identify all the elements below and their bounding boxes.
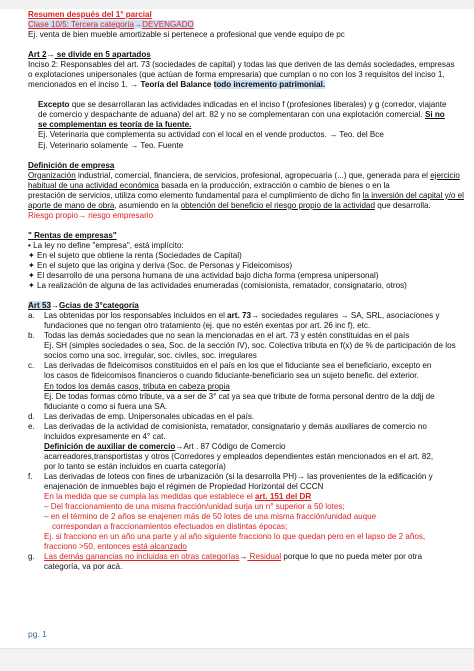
document-body	[28, 10, 464, 572]
arrow-icon: →	[130, 80, 139, 90]
inciso2-line-1: Inciso 2: Responsables del art. 73 (sociedades de capital) y todas las que deriven de las demás sociedades, empresas	[28, 60, 455, 70]
inciso2-line-2: o explotaciones unipersonales (que actúan de forma empresaria) que cumplan o no con los 3 requisitos del inciso 1,	[28, 70, 445, 80]
dash-icon: –	[44, 512, 49, 522]
diamond-icon: ✦	[28, 271, 35, 281]
vet-example-1: Ej. Veterinaria que complementa su actividad con el local en el vende productos. → Teo. del Bce	[38, 130, 384, 140]
class-line: Clase 10/5: Tercera categoría→DEVENGADO	[28, 20, 194, 30]
list-item-d: d. Las derivadas de emp. Unipersonales ubicadas en el país.	[28, 411, 255, 421]
diamond-icon: ✦	[28, 250, 35, 260]
list-item-c: c. Las derivadas de fideicomisos constituidos en el país en los que el fiduciante sea el beneficiario, excepto en los casos de fideicomisos financieros o cuando fiduciante-beneficiario sea un sujeto benefic. del exterior. En todos los demás casos, tributa en cabeza propia Ej. De todas formas cómo tribute, va a ser de 3° cat ya sea que tribute de forma personal dentro de la ddjj de fiduciante o como si fuera una SA.	[28, 361, 435, 411]
def-line-1: Organización industrial, comercial, financiera, de servicios, profesional, agropecuaria (...) que, generada para el ejercicio	[28, 170, 460, 180]
rentas-line-3: ✦ En el sujeto que las origina y deriva (Soc. de Personas y Fideicomisos)	[28, 260, 293, 270]
riesgo-line: Riesgo propio→ riesgo empresario	[28, 210, 154, 220]
dash-icon: –	[44, 502, 49, 512]
rentas-line-5: ✦ La realización de alguna de las actividades enumeradas (comisionista, rematador, consignatario, otros)	[28, 281, 407, 291]
page-number: pg. 1	[28, 629, 47, 639]
def-line-2: habitual de una actividad económica basada en la producción, extracción o cambio de bienes o en la	[28, 180, 390, 190]
list-item-g: g. Las demás ganancias no incluidas en otras categorías→ Residual porque lo que no pueda meter por otra categoría, va por acá.	[28, 552, 422, 572]
arrow-icon: →	[296, 471, 305, 481]
def-line-4: aporte de mano de obra, asumiendo en la obtención del beneficio el riesgo propio de la actividad que desarrolla.	[28, 200, 431, 210]
arrow-icon: →	[329, 130, 338, 140]
vet-example-2: Ej. Veterinario solamente → Teo. Fuente	[38, 140, 184, 150]
arrow-icon: →	[130, 140, 139, 150]
rentas-title: " Rentas de empresas"	[28, 230, 117, 240]
def-empresa-title: Definición de empresa	[28, 160, 115, 170]
rentas-line-2: ✦ En el sujeto que obtiene la renta (Sociedades de Capital)	[28, 250, 242, 260]
list-item-f: f. Las derivadas de loteos con fines de urbanización (si la desarrolla PH)→ las provenientes de la edificación y enajenación de inmuebles bajo el régimen de Propiedad Horizontal del CCCN En la medida que se cumpla las medidas que establece el art. 151 del DR – Del fraccionamiento de una misma fracción/unidad surja un n° superior a 50 lotes; – en el término de 2 años se enajenen más de 50 lotes de una misma fracción/unidad auque correspondan a fraccionamientos efectuados en distintas épocas; Ej. si fracciono en un año una parte y al año siguiente fracciono lo que quedan pero en el lapso de 2 años, fracciono >50, entonces está alcanzado	[28, 471, 433, 552]
inciso2-line-3: mencionados en el inciso 1. → Teoría del Balance todo incremento patrimonial.	[28, 80, 326, 90]
arrow-icon: →	[251, 311, 260, 321]
diamond-icon: ✦	[28, 281, 35, 291]
def-line-3: prestación de servicios, utiliza como elemento fundamental para el cumplimiento de dicho fin la inversión del capital y/o el	[28, 190, 464, 200]
rentas-line-4: ✦ El desarrollo de una persona humana de una actividad bajo dicha forma (empresa unipersonal)	[28, 271, 379, 281]
example-venta: Ej. venta de bien mueble amortizable si pertenece a profesional que vende equipo de pc	[28, 30, 345, 40]
art2-heading: Art 2→ se divide en 5 apartados	[28, 50, 151, 60]
arrow-icon: →	[175, 441, 184, 451]
art53-heading: Art 53→Gcias de 3°categoría	[28, 301, 139, 311]
excepto-line-3: se complementan es teoría de la fuente.	[38, 120, 192, 130]
arrow-icon: →	[50, 301, 60, 311]
arrow-icon: →	[134, 20, 143, 30]
arrow-icon: →	[46, 50, 55, 60]
list-item-b: b. Todas las demás sociedades que no sean la mencionadas en el art. 73 y estén constituidas en el país Ej. SH (simples sociedades o sea, Soc. de la sección IV), soc. Colectiva tributa en f(x) de % de participación de los socios como una soc. irregular, soc. civiles, soc. irregulares	[28, 331, 456, 361]
list-item-a: a. Las obtenidas por los responsables incluidos en el art. 73→ sociedades regulares → SA, SRL, asociaciones y fundaciones que no tengan otro tratamiento (ej. que no estén exentas por art. 26 inc f), etc.	[28, 311, 440, 331]
arrow-icon: →	[239, 552, 248, 562]
page-bottom-strip	[0, 648, 474, 671]
excepto-line-2: de comercio y despachante de aduana) del art. 82 y no se complementaran con una explotación comercial. Si no	[38, 110, 445, 120]
page-top-strip	[0, 0, 474, 9]
diamond-icon: ✦	[28, 260, 35, 270]
arrow-icon: →	[340, 311, 349, 321]
list-item-e: e. Las derivadas de la actividad de comisionista, rematador, consignatario y demás auxiliares de comercio no incluidos expresamente en 4° cat. Definición de auxiliar de comercio→Art . 87 Código de Comercio acarreadores,transportistas y otros (Corredores y empleados dependientes están mencionados en el art. 82, por lo tanto se están incluidos en cuarta categoría)	[28, 421, 434, 471]
rentas-line-1: • La ley no define "empresa", está implícito:	[28, 240, 184, 250]
arrow-icon: →	[77, 210, 87, 220]
excepto-line-1: Excepto que se desarrollaran las actividades indicadas en el inciso f (profesiones liberales) y g (corredor, viajante	[38, 100, 447, 110]
doc-title: Resumen después del 1° parcial	[28, 10, 152, 19]
